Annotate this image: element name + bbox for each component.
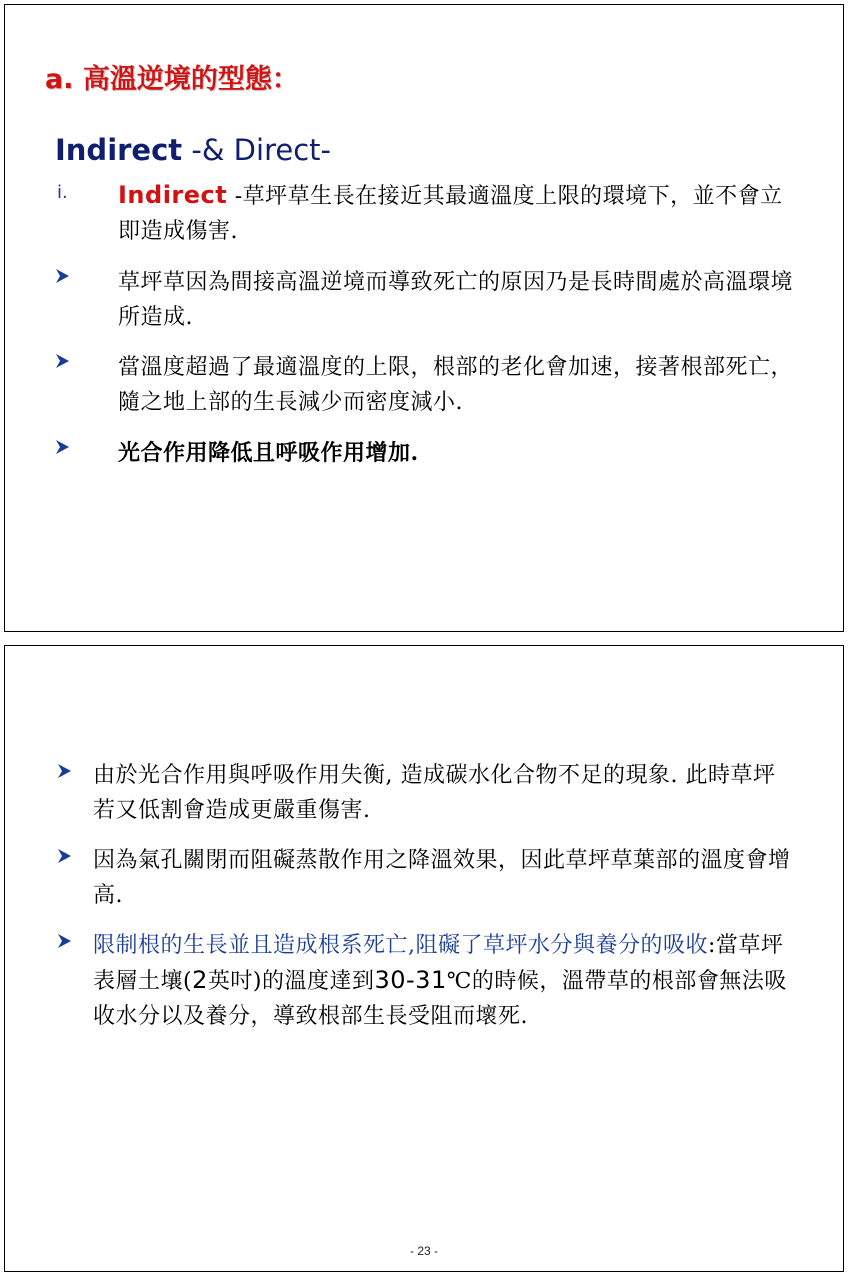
title-text: 高溫逆境的型態： (82, 64, 299, 95)
list-item-text (93, 928, 797, 1034)
slide-subtitle (55, 133, 331, 167)
arrowhead-bullet-icon (57, 758, 75, 780)
slide-1 (4, 4, 844, 632)
list-item (55, 436, 795, 471)
arrowhead-bullet-icon (57, 843, 75, 865)
roman-numeral-marker: i. (57, 182, 68, 203)
subtitle-bold: Indirect (55, 133, 183, 167)
list-item-text (118, 178, 795, 249)
list-item-text: 當溫度超過了最適溫度的上限，根部的老化會加速，接著根部死亡，隨之地上部的生長減少而密度減小. (118, 355, 794, 415)
list-item-body: 英吋)的溫度達到 (207, 969, 375, 994)
title-marker: a. (45, 64, 74, 95)
depth-value: 2 (192, 966, 208, 994)
arrowhead-bullet-icon (57, 928, 75, 950)
keyword-indirect: Indirect (118, 181, 228, 209)
list-item-body: -草坪草生長在接近其最適溫度上限的環境下，並不會立即造成傷害. (118, 184, 783, 244)
arrowhead-bullet-icon (55, 267, 73, 285)
list-item-body: ℃的時候，溫帶草的根部會無法吸收水分以及養分，導致根部生長受阻而壞死. (93, 969, 787, 1029)
list-item-body: :當草坪表層土壤( (93, 933, 784, 994)
list-item-text: 草坪草因為間接高溫逆境而導致死亡的原因乃是長時間處於高溫環境所造成. (118, 270, 794, 330)
list-item-text: 光合作用降低且呼吸作用增加. (118, 440, 419, 466)
slide-2 (4, 645, 844, 1272)
subtitle-rest: -& Direct- (182, 133, 331, 167)
arrowhead-bullet-icon (55, 352, 73, 370)
list-item (57, 843, 797, 913)
slide-title (45, 57, 299, 96)
list-item-text: 由於光合作用與呼吸作用失衡, 造成碳水化合物不足的現象. 此時草坪若又低割會造成更嚴重傷害. (93, 763, 776, 823)
page-number: - 23 - (409, 1244, 438, 1258)
list-item-text: 因為氣孔關閉而阻礙蒸散作用之降溫效果，因此草坪草葉部的溫度會增高. (93, 848, 791, 908)
emphasis-text: 限制根的生長並且造成根系死亡,阻礙了草坪水分與養分的吸收 (93, 933, 708, 958)
list-item (55, 265, 795, 335)
list-item (55, 178, 795, 249)
list-item (57, 928, 797, 1034)
arrowhead-bullet-icon (55, 438, 73, 456)
list-item (55, 350, 795, 420)
temperature-value: 30-31 (374, 966, 447, 994)
list-item (57, 758, 797, 828)
